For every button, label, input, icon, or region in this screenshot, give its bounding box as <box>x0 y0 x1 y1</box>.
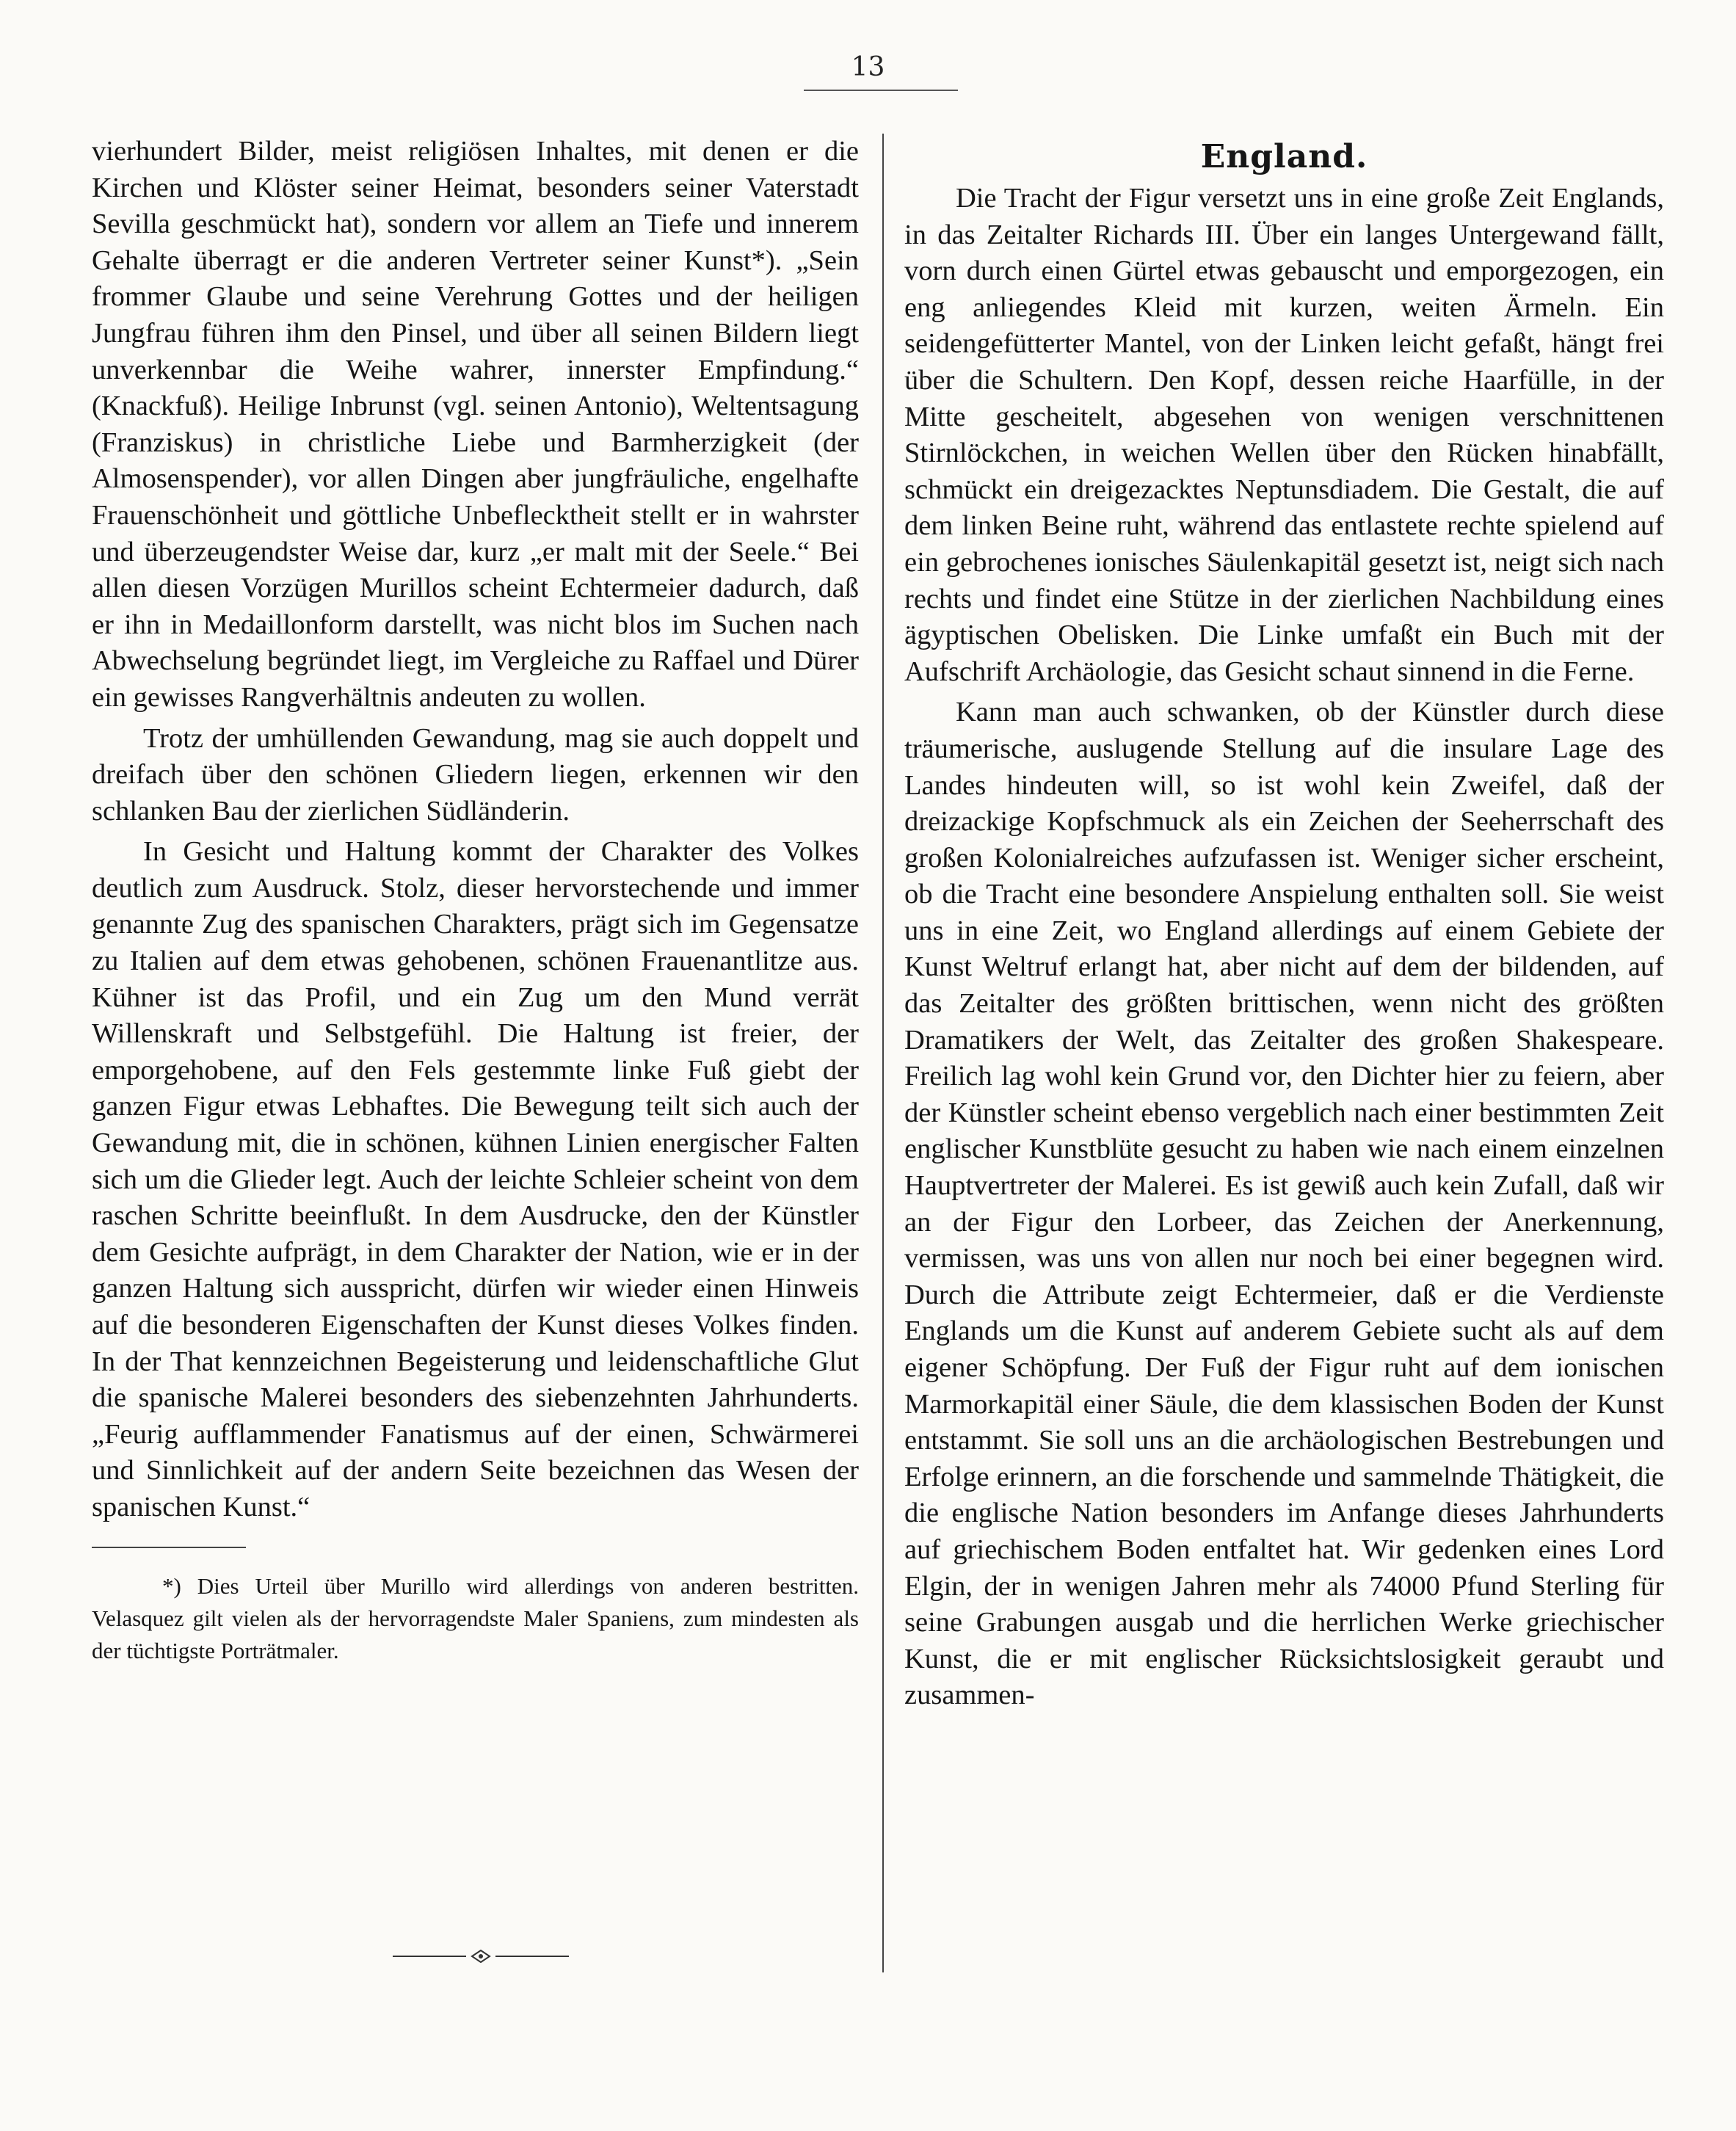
end-ornament-icon <box>393 1945 569 1967</box>
column-divider <box>882 134 884 1972</box>
paragraph: Die Tracht der Figur versetzt uns in eine große Zeit Englands, in das Zeitalter Richards III. Über ein langes Untergewand fällt, vorn durch einen Gürtel etwas gebauscht und emporgezogen, ein eng anliegendes Kleid mit kurzen, weiten Ärmeln. Ein seidengefütterter Mantel, von der Linken leicht gefaßt, hängt frei über die Schultern. Den Kopf, dessen reiche Haarfülle, in der Mitte gescheitelt, abgesehen von wenigen verschnittenen Stirnlöckchen, in weichen Wellen über den Rücken hinabfällt, schmückt ein dreigezacktes Neptunsdiadem. Die Gestalt, die auf dem linken Beine ruht, während das entlastete rechte spielend auf ein gebrochenes ionisches Säulenkapitäl gesetzt ist, neigt sich nach rechts und findet eine Stütze in der zierlichen Nachbildung eines ägyptischen Obelisken. Die Linke umfaßt ein Buch mit der Aufschrift Archäologie, das Gesicht schaut sinnend in die Ferne. <box>904 183 1664 687</box>
footnote-rule <box>92 1547 246 1548</box>
section-heading: England. <box>1200 138 1368 175</box>
paragraph: vierhundert Bilder, meist religiösen Inhaltes, mit denen er die Kirchen und Klöster seiner Heimat, besonders seiner Vaterstadt Sevilla geschmückt hat), sondern vor allem an Tiefe und innerem Gehalte überragt er die anderen Vertreter seiner Kunst*). „Sein frommer Glaube und seine Verehrung Gottes und der heiligen Jungfrau führen ihm den Pinsel, und über all seinen Bildern liegt unverkennbar die Weihe wahrer, innerster Empfindung.“ (Knackfuß). Heilige Inbrunst (vgl. seinen Antonio), Weltentsagung (Franziskus) in christliche Liebe und Barmherzigkeit (der Almosenspender), vor allen Dingen aber jungfräuliche, engelhafte Frauenschönheit und göttliche Unbeflecktheit stellt er in wahrster und überzeugendster Weise dar, kurz „er malt mit der Seele.“ Bei allen diesen Vorzügen Murillos scheint Echtermeier dadurch, daß er ihn in Medaillonform darstellt, was nicht blos im Suchen nach Abwechselung begründet liegt, im Vergleiche zu Raffael und Dürer ein gewisses Rangverhältnis andeuten zu wollen. <box>92 136 859 713</box>
right-column <box>904 137 1664 1714</box>
left-column <box>92 134 859 1667</box>
paragraph: Trotz der umhüllenden Gewandung, mag sie auch doppelt und dreifach über den schönen Gliedern liegen, erkennen wir den schlanken Bau der zierlichen Südländerin. <box>92 722 859 827</box>
paragraph: In Gesicht und Haltung kommt der Charakter des Volkes deutlich zum Ausdruck. Stolz, dieser hervorstechende und immer genannte Zug des spanischen Charakters, prägt sich im Gegensatze zu Italien auf dem etwas gehobenen, schönen Frauenantlitze aus. Kühner ist das Profil, und ein Zug um den Mund verrät Willenskraft und Selbstgefühl. Die Haltung ist freier, der emporgehobene, auf den Fels gestemmte linke Fuß giebt der ganzen Figur etwas Lebhaftes. Die Bewegung teilt sich auch der Gewandung mit, die in schönen, kühnen Linien energischer Falten sich um die Glieder legt. Auch der leichte Schleier scheint von dem raschen Schritte beeinflußt. In dem Ausdrucke, den der Künstler dem Gesichte aufprägt, in dem Charakter der Nation, wie er in der ganzen Haltung sich ausspricht, dürfen wir wieder einen Hinweis auf die besonderen Eigenschaften der Kunst dieses Volkes finden. In der That kennzeichnen Begeisterung und leidenschaftliche Glut die spanische Malerei besonders des siebenzehnten Jahrhunderts. „Feurig aufflammender Fanatismus auf der einen, Schwärmerei und Sinnlichkeit auf der andern Seite bezeichnen das Wesen der spanischen Kunst.“ <box>92 836 859 1522</box>
footnote: *) Dies Urteil über Murillo wird allerdings von anderen bestritten. Velasquez gilt vielen als der hervorragendste Maler Spaniens, zum mindesten als der tüchtigste Porträtmaler. <box>92 1572 859 1663</box>
header-rule <box>804 90 958 91</box>
paragraph: Kann man auch schwanken, ob der Künstler durch diese träumerische, auslugende Stellung auf die insulare Lage des Landes hindeuten will, so ist wohl kein Zweifel, daß der dreizackige Kopfschmuck als ein Zeichen der Seeherrschaft des großen Kolonialreiches aufzufassen ist. Weniger sicher erscheint, ob die Tracht eine besondere Anspielung enthalten soll. Sie weist uns in eine Zeit, wo England allerdings auf einem Gebiete der Kunst Weltruf erlangt hat, aber nicht auf dem der bildenden, auf das Zeitalter des größten brittischen, wenn nicht des größten Dramatikers der Welt, das Zeitalter des großen Shakespeare. Freilich lag wohl kein Grund vor, den Dichter hier zu feiern, aber der Künstler scheint ebenso vergeblich nach einer bestimmten Zeit englischer Kunstblüte gesucht zu haben wie nach einem einzelnen Hauptvertreter der Malerei. Es ist gewiß auch kein Zufall, daß wir an der Figur den Lorbeer, das Zeichen der Anerkennung, vermissen, was uns von allen nur noch bei einer begegnen wird. Durch die Attribute zeigt Echtermeier, daß er die Verdienste Englands um die Kunst auf anderem Gebiete sucht als auf dem eigener Schöpfung. Der Fuß der Figur ruht auf dem ionischen Marmorkapitäl einer Säule, die dem klassischen Boden der Kunst entstammt. Sie soll uns an die archäologischen Bestrebungen und Erfolge erinnern, an die forschende und sammelnde Thätigkeit, die die englische Nation besonders im Anfange dieses Jahrhunderts auf griechischem Boden entfaltet hat. Wir gedenken eines Lord Elgin, der in wenigen Jahren mehr als 74000 Pfund Sterling für seine Grabungen ausgab und die herrlichen Werke griechischer Kunst, die er mit englischer Rücksichtslosigkeit geraubt und zusammen- <box>904 697 1664 1711</box>
page-number: 13 <box>851 52 885 82</box>
